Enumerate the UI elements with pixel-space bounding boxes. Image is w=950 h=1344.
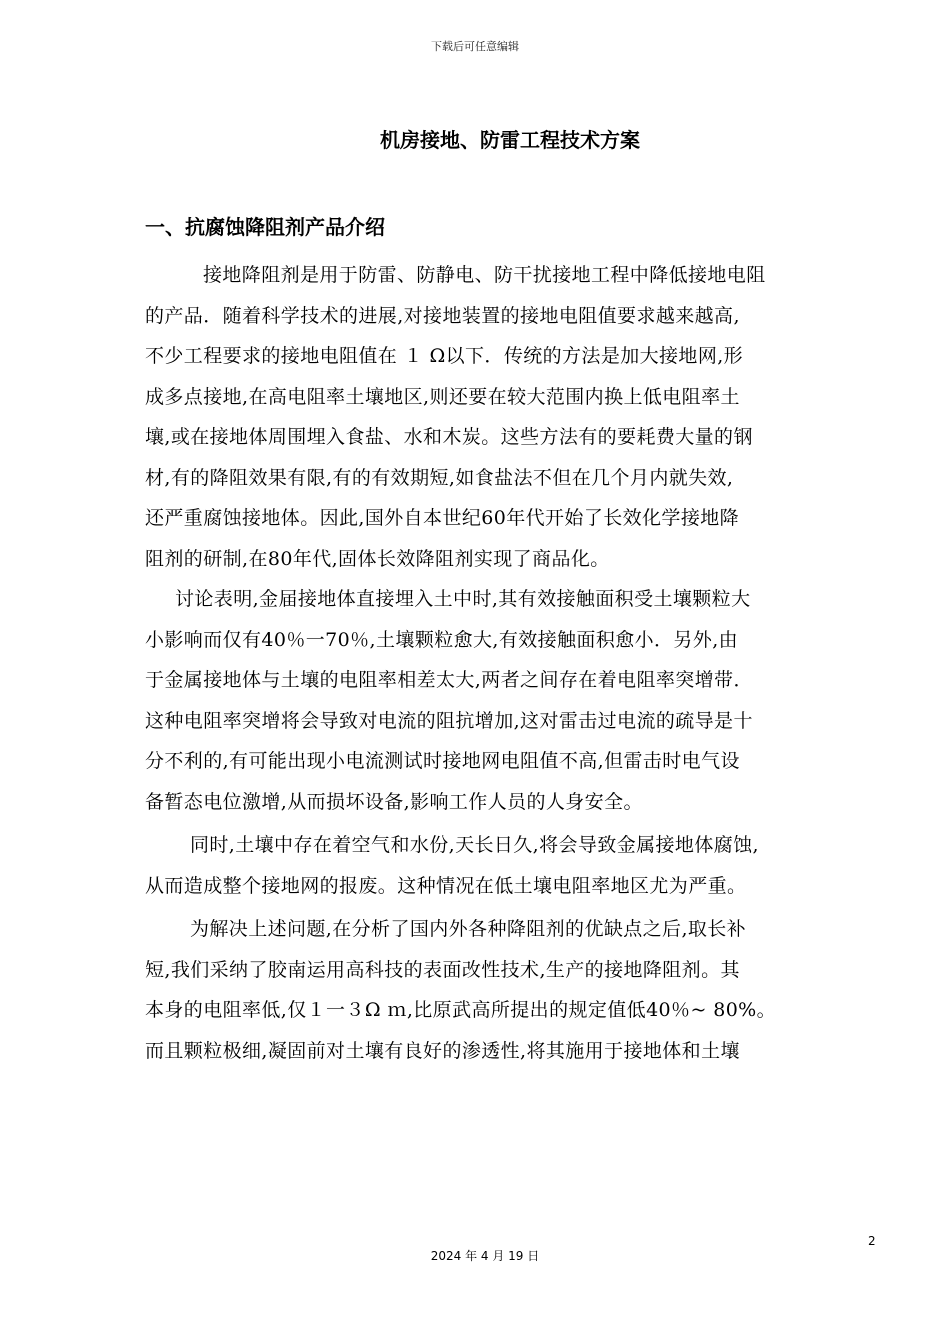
paragraph-4 bbox=[145, 909, 873, 1071]
paragraph-line: 不少工程要求的接地电阻值在 １ Ω以下．传统的方法是加大接地网,形 bbox=[145, 345, 744, 367]
paragraph-line: 而且颗粒极细,凝固前对土壤有良好的渗透性,将其施用于接地体和土壤 bbox=[145, 1039, 740, 1062]
paragraph-line: 分不利的,有可能出现小电流测试时接地网电阻值不高,但雷击时电气设 bbox=[145, 750, 740, 772]
page-header: 下载后可任意编辑 bbox=[431, 40, 519, 53]
page-footer-date: 2024 年 4 月 19 日 bbox=[430, 1249, 540, 1263]
page-number: 2 bbox=[868, 1234, 876, 1248]
paragraph-2 bbox=[145, 579, 873, 822]
document-body bbox=[145, 255, 873, 1071]
paragraph-1 bbox=[145, 255, 873, 579]
document-title: 机房接地、防雷工程技术方案 bbox=[380, 128, 640, 152]
paragraph-line: 为解决上述问题,在分析了国内外各种降阻剂的优缺点之后,取长补 bbox=[190, 918, 747, 940]
paragraph-line: 本身的电阻率低,仅１一３Ω ｍ,比原武高所提出的规定值低40％~ 80%。 bbox=[145, 999, 777, 1021]
section-heading: 一、抗腐蚀降阻剂产品介绍 bbox=[145, 215, 385, 239]
paragraph-line: 短,我们采纳了胶南运用高科技的表面改性技术,生产的接地降阻剂。其 bbox=[145, 958, 740, 981]
paragraph-line: 这种电阻率突增将会导致对电流的阻抗增加,这对雷击过电流的疏导是十 bbox=[145, 709, 753, 732]
paragraph-line: 接地降阻剂是用于防雷、防静电、防干扰接地工程中降低接地电阻 bbox=[203, 264, 766, 286]
paragraph-line: 从而造成整个接地网的报废。这种情况在低土壤电阻率地区尤为严重。 bbox=[145, 874, 747, 897]
paragraph-line: 壤,或在接地体周围埋入食盐、水和木炭。这些方法有的要耗费大量的钢 bbox=[145, 426, 753, 448]
paragraph-line: 阻剂的研制,在80年代,固体长效降阻剂实现了商品化。 bbox=[145, 547, 610, 570]
paragraph-line: 备暂态电位激增,从而损坏设备,影响工作人员的人身安全。 bbox=[145, 790, 643, 813]
paragraph-line: 材,有的降阻效果有限,有的有效期短,如食盐法不但在几个月内就失效, bbox=[145, 466, 734, 489]
paragraph-line: 还严重腐蚀接地体。因此,国外自本世纪60年代开始了长效化学接地降 bbox=[145, 507, 740, 529]
paragraph-line: 同时,土壤中存在着空气和水份,天长日久,将会导致金属接地体腐蚀, bbox=[190, 834, 759, 856]
paragraph-3 bbox=[145, 825, 873, 906]
paragraph-line: 小影响而仅有40％一70％,土壤颗粒愈大,有效接触面积愈小．另外,由 bbox=[145, 628, 739, 651]
paragraph-line: 成多点接地,在高电阻率土壤地区,则还要在较大范围内换上低电阻率土 bbox=[145, 385, 740, 408]
paragraph-line: 讨论表明,金届接地体直接埋入土中时,其有效接触面积受土壤颗粒大 bbox=[175, 588, 751, 610]
paragraph-line: 的产品．随着科学技术的进展,对接地装置的接地电阻值要求越来越高, bbox=[145, 304, 740, 327]
paragraph-line: 于金属接地体与土壤的电阻率相差太大,两者之间存在着电阻率突增带． bbox=[145, 669, 753, 691]
